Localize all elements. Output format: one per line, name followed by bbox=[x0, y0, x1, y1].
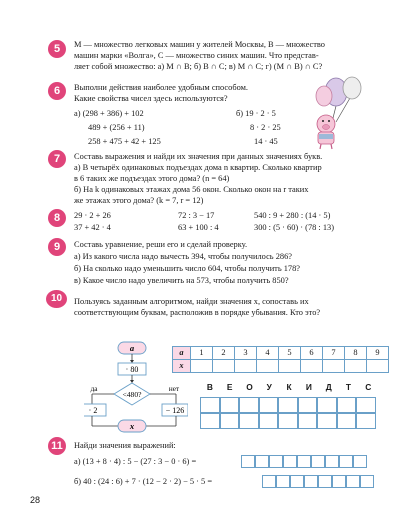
flow-condition-label: <480? bbox=[122, 390, 142, 399]
exercise-10-badge: 10 bbox=[46, 290, 67, 308]
x-answer-cell[interactable] bbox=[367, 360, 389, 373]
letters-row bbox=[200, 383, 378, 393]
flow-start-label: a bbox=[129, 343, 135, 353]
ex8-r2c1: 37 + 42 · 4 bbox=[74, 223, 111, 232]
flow-yes-label: да bbox=[90, 385, 98, 393]
x-answer-cell[interactable] bbox=[301, 360, 323, 373]
letter: У bbox=[266, 382, 272, 392]
ex7-line3: в 6 таких же подъездах этого дома? (n = 64) bbox=[74, 174, 230, 183]
a-value-cell: 4 bbox=[257, 347, 279, 360]
ex11-b: б) 40 : (24 : 6) + 7 · (12 − 2 · 2) − 5 · 5 = bbox=[74, 477, 213, 486]
ex8-r1c2: 72 : 3 − 17 bbox=[178, 211, 215, 220]
a-value-cell: 3 bbox=[235, 347, 257, 360]
x-answer-cell[interactable] bbox=[345, 360, 367, 373]
flow-right-label: − 126 bbox=[165, 406, 185, 415]
a-value-cell: 5 bbox=[279, 347, 301, 360]
ex9-line2: а) Из какого числа надо вычесть 394, чтобы получилось 286? bbox=[74, 252, 292, 261]
pig-with-balloons-illustration bbox=[306, 76, 364, 150]
letter: К bbox=[286, 382, 292, 392]
ex11-a: а) (13 + 8 · 4) : 5 − (27 : 3 − 0 · 6) = bbox=[74, 457, 197, 466]
exercise-8-badge: 8 bbox=[48, 209, 66, 227]
letter: Д bbox=[325, 382, 332, 392]
ex9-line1: Составь уравнение, реши его и сделай проверку. bbox=[74, 240, 248, 249]
ex7-line4: б) На k одинаковых этажах дома 56 окон. Сколько окон на r таких bbox=[74, 185, 309, 194]
row-x-label: x bbox=[173, 360, 191, 373]
a-value-cell: 6 bbox=[301, 347, 323, 360]
row-a-label: a bbox=[173, 347, 191, 360]
ex7-line1: Составь выражения и найди их значения при данных значениях букв. bbox=[74, 152, 323, 161]
ex10-answer-grid[interactable] bbox=[200, 397, 376, 429]
values-table bbox=[172, 346, 389, 373]
ex7-line2: а) В четырёх одинаковых подъездах дома n квартир. Сколько квартир bbox=[74, 163, 322, 172]
x-answer-cell[interactable] bbox=[323, 360, 345, 373]
exercise-11-badge: 11 bbox=[48, 437, 66, 455]
ex8-r2c3: 300 : (5 · 60) · (78 : 13) bbox=[254, 223, 335, 232]
letter: В bbox=[206, 382, 213, 392]
letter: О bbox=[246, 382, 253, 392]
ex5-line3: ляет собой множество: а) M ∩ B; б) B ∩ C; в) M ∩ C; г) (M ∩ B) ∩ C? bbox=[74, 62, 323, 71]
flow-no-label: нет bbox=[168, 385, 180, 393]
ex11-b-answer-grid[interactable] bbox=[262, 475, 374, 488]
ex5-line1: M — множество легковых машин у жителей Москвы, B — множество bbox=[74, 40, 325, 49]
ex8-r1c3: 540 : 9 + 280 : (14 · 5) bbox=[254, 211, 331, 220]
ex8-r1c1: 29 · 2 + 26 bbox=[74, 211, 111, 220]
exercise-9-badge: 9 bbox=[48, 238, 66, 256]
x-answer-cell[interactable] bbox=[279, 360, 301, 373]
letter: Е bbox=[226, 382, 233, 392]
ex6-b1: б) 19 · 2 · 5 bbox=[236, 109, 276, 118]
letter: И bbox=[305, 382, 312, 392]
ex11-a-answer-grid[interactable] bbox=[241, 455, 367, 468]
ex6-b3: 14 · 45 bbox=[254, 137, 278, 146]
x-answer-cell[interactable] bbox=[235, 360, 257, 373]
ex6-a1: а) (298 + 386) + 102 bbox=[74, 109, 144, 118]
ex10-line2: соответствующим буквам, расположив в порядке убывания. Кто это? bbox=[74, 308, 321, 317]
ex6-line1: Выполни действия наиболее удобным способом. bbox=[74, 83, 249, 92]
ex5-line2: машин марки «Волга», C — множество синих машин. Что представ- bbox=[74, 51, 319, 60]
ex6-b2: 8 · 2 · 25 bbox=[250, 123, 281, 132]
a-value-cell: 9 bbox=[367, 347, 389, 360]
x-answer-cell[interactable] bbox=[213, 360, 235, 373]
x-answer-cell[interactable] bbox=[191, 360, 213, 373]
a-value-cell: 1 bbox=[191, 347, 213, 360]
exercise-6-badge: 6 bbox=[48, 82, 66, 100]
flow-step-label: · 80 bbox=[125, 365, 139, 374]
ex6-a3: 258 + 475 + 42 + 125 bbox=[88, 137, 161, 146]
a-value-cell: 8 bbox=[345, 347, 367, 360]
ex8-r2c2: 63 + 100 : 4 bbox=[178, 223, 219, 232]
a-value-cell: 7 bbox=[323, 347, 345, 360]
a-value-cell: 2 bbox=[213, 347, 235, 360]
letter: Т bbox=[345, 382, 352, 392]
ex7-line5: же этажах этого дома? (k = 7, r = 12) bbox=[74, 196, 204, 205]
ex6-a2: 489 + (256 + 11) bbox=[88, 123, 145, 132]
exercise-7-badge: 7 bbox=[48, 150, 66, 168]
x-answer-cell[interactable] bbox=[257, 360, 279, 373]
ex9-line4: в) Какое число надо увеличить на 573, чтобы получить 850? bbox=[74, 276, 289, 285]
exercise-5-badge: 5 bbox=[48, 40, 66, 58]
page-number: 28 bbox=[30, 495, 41, 505]
ex10-line1: Пользуясь заданным алгоритмом, найди значения x, сопоставь их bbox=[74, 297, 309, 306]
ex6-line2: Какие свойства чисел здесь используются? bbox=[74, 94, 228, 103]
ex11-line1: Найди значения выражений: bbox=[74, 441, 176, 450]
letter: С bbox=[365, 382, 372, 392]
flow-end-label: x bbox=[129, 421, 135, 431]
flow-left-label: · 2 bbox=[88, 406, 98, 415]
ex9-line3: б) На сколько надо уменьшить число 604, чтобы получить 178? bbox=[74, 264, 301, 273]
